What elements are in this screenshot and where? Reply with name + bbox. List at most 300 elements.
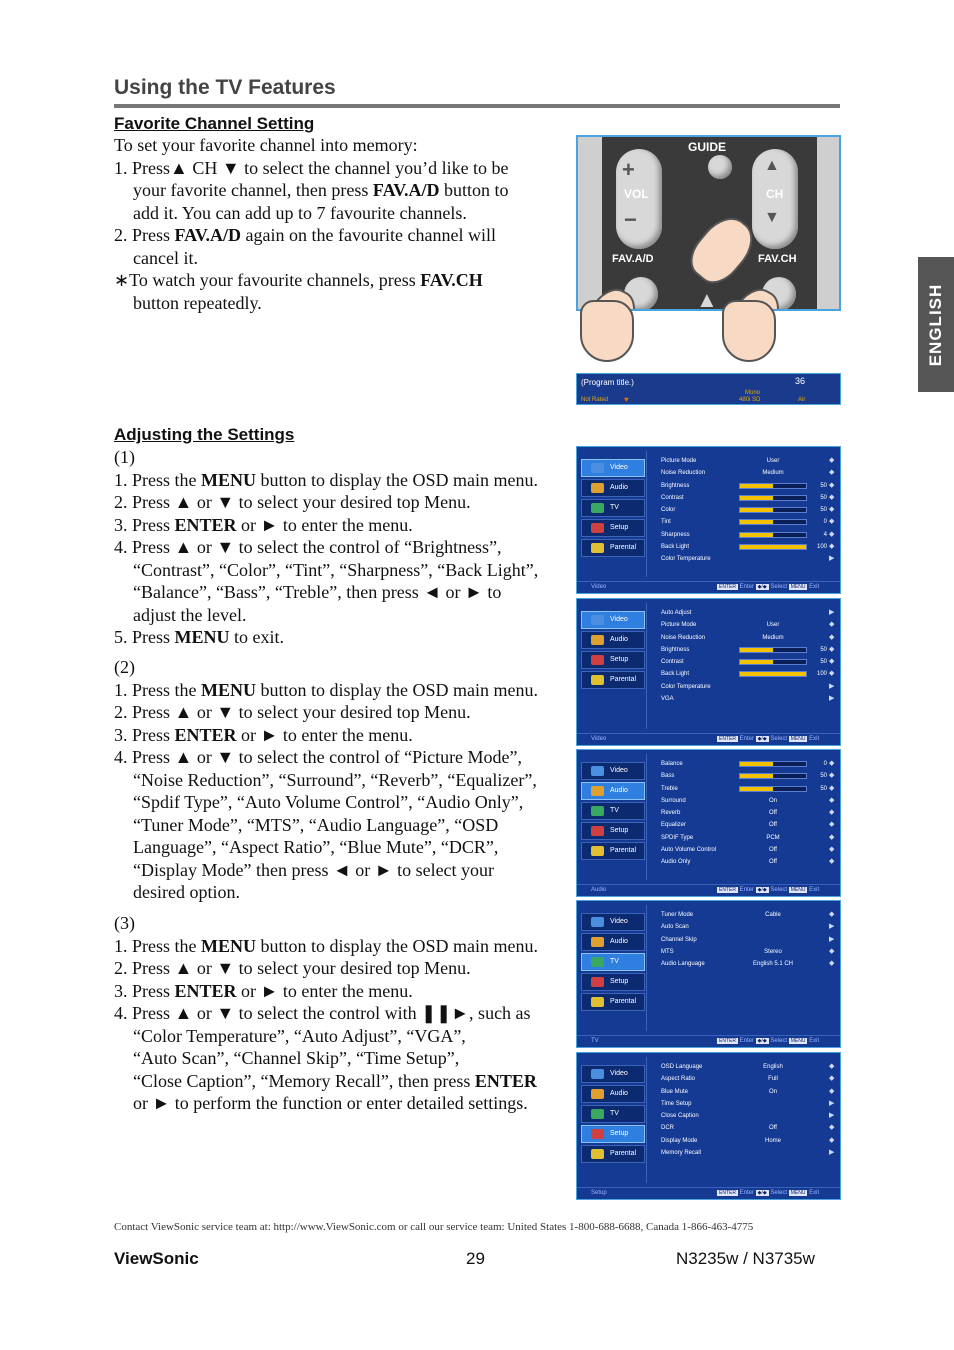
select-key-icon: ◆/◆	[757, 1038, 767, 1044]
favorite-step1a: 1. Press▲ CH ▼ to select the channel you’d like to be	[114, 157, 509, 178]
favorite-text	[114, 134, 574, 314]
adjusting-part3	[114, 912, 574, 1115]
osd-menu-video	[576, 598, 841, 746]
osd-sidebar-item-setup	[581, 822, 645, 840]
part2-step2: 2. Press ▲ or ▼ to select your desired top Menu.	[114, 702, 471, 722]
osd-row-value: Cable	[765, 912, 781, 918]
select-hint: Select	[768, 1190, 789, 1196]
osd-row-label: Balance	[661, 761, 683, 767]
osd-divider	[646, 754, 647, 880]
submenu-arrow-icon: ▶	[829, 923, 835, 931]
osd-divider	[646, 1057, 647, 1183]
title-rule	[114, 104, 840, 108]
part3-step2: 2. Press ▲ or ▼ to select your desired top Menu.	[114, 958, 471, 978]
part2-step4g: desired option.	[133, 882, 240, 902]
osd-sidebar-item-tv	[581, 499, 645, 517]
osd-sidebar-label: Parental	[610, 544, 637, 551]
ch-down-icon: ▼	[764, 209, 780, 226]
tv-icon	[591, 806, 604, 816]
select-hint: Select	[768, 1038, 789, 1044]
part2-step4f: “Display Mode” then press ◄ or ► to select your	[133, 859, 495, 880]
remote-body	[602, 137, 817, 311]
osd-row-label: Brightness	[661, 646, 690, 653]
osd-sidebar-label: TV	[610, 958, 619, 965]
osd-slider-value: 4	[823, 531, 827, 538]
osd-menu-video	[576, 446, 841, 594]
osd-slider	[739, 773, 807, 779]
osd-row-label: Channel Skip	[661, 936, 697, 943]
left-right-arrow-icon: ◆	[829, 658, 835, 666]
osd-row-label: Brightness	[661, 482, 690, 489]
osd-sidebar-item-parental	[581, 671, 645, 689]
osd-row	[661, 492, 837, 504]
parental-icon	[591, 675, 604, 685]
setup-icon	[591, 826, 604, 836]
minus-icon: −	[624, 207, 637, 232]
osd-slider-value: 100	[816, 544, 827, 551]
osd-row-label: Back Light	[661, 544, 690, 551]
remote-illustration	[576, 135, 841, 311]
osd-row	[661, 1147, 837, 1159]
osd-row	[661, 844, 837, 856]
osd-slider	[739, 507, 807, 513]
osd-rows	[661, 909, 837, 970]
osd-sidebar-item-video	[581, 459, 645, 477]
osd-row-label: Contrast	[661, 659, 684, 666]
left-right-arrow-icon: ◆	[829, 633, 835, 641]
osd-sidebar-label: TV	[610, 807, 619, 814]
osd-rows	[661, 1061, 837, 1159]
osd-sidebar-item-setup	[581, 1125, 645, 1143]
osd-row-label: Close Caption	[661, 1113, 699, 1120]
enter-hint: Enter	[737, 887, 756, 893]
part3-step1: 1. Press the MENU button to display the OSD main menu.	[114, 935, 538, 956]
osd-row-value: Off	[769, 810, 777, 817]
submenu-arrow-icon: ▶	[829, 935, 835, 943]
video-icon	[591, 463, 604, 473]
osd-row	[661, 467, 837, 479]
select-key-icon: ◆/◆	[757, 736, 767, 742]
osd-sidebar-label: Parental	[610, 1150, 637, 1157]
part1-step2: 2. Press ▲ or ▼ to select your desired top Menu.	[114, 492, 471, 512]
enter-key: ENTER	[719, 887, 736, 893]
left-right-arrow-icon: ◆	[829, 809, 835, 817]
enter-key: ENTER	[719, 736, 736, 742]
part2-step4e: Language”, “Aspect Ratio”, “Blue Mute”, “DCR”,	[133, 837, 499, 857]
osd-row-label: Equalizer	[661, 822, 687, 829]
osd-sidebar-label: Setup	[610, 827, 629, 834]
osd-row-label: Sharpness	[661, 531, 690, 538]
osd-sidebar	[581, 762, 645, 862]
parental-icon	[591, 1149, 604, 1159]
osd-menu-setup	[576, 1052, 841, 1200]
hand-icon	[580, 300, 634, 362]
osd-row-label: Contrast	[661, 494, 684, 501]
video-icon	[591, 766, 604, 776]
osd-sidebar-label: Setup	[610, 1130, 629, 1137]
setup-icon	[591, 655, 604, 665]
submenu-arrow-icon: ▶	[829, 609, 835, 616]
favorite-step1c: add it. You can add up to 7 favourite channels.	[133, 202, 467, 223]
osd-row-label: Picture Mode	[661, 458, 697, 464]
osd-row-label: Treble	[661, 785, 678, 792]
submenu-arrow-icon: ▶	[829, 695, 835, 703]
left-right-arrow-icon: ◆	[829, 846, 835, 854]
setup-icon	[591, 523, 604, 533]
osd-row-value: On	[768, 1088, 777, 1095]
osd-slider	[739, 671, 807, 677]
part3-step4c: “Auto Scan”, “Channel Skip”, “Time Setup”,	[133, 1048, 460, 1068]
osd-row	[661, 783, 837, 795]
select-key-icon: ◆/◆	[757, 887, 767, 893]
osd-row	[661, 504, 837, 516]
osd-row	[661, 553, 837, 565]
menu-key: MENU	[790, 584, 806, 590]
osd-slider-fill	[740, 545, 806, 549]
part1-step5: 5. Press MENU to exit.	[114, 627, 285, 647]
video-icon	[591, 615, 604, 625]
footer-brand: ViewSonic	[114, 1249, 199, 1268]
osd-row-label: Auto Volume Control	[661, 847, 717, 854]
osd-footer-hints	[717, 1188, 819, 1199]
osd-sidebar-item-video	[581, 611, 645, 629]
osd-row-value: Stereo	[764, 948, 782, 955]
osd-slider-fill	[740, 484, 773, 488]
left-right-arrow-icon: ◆	[829, 543, 835, 551]
osd-row-label: Noise Reduction	[661, 634, 706, 641]
guide-label: GUIDE	[688, 140, 727, 154]
osd-slider	[739, 519, 807, 525]
source: Air	[798, 397, 806, 403]
osd-row-value: English 5.1 CH	[752, 961, 794, 968]
osd-row-label: Color Temperature	[661, 683, 711, 690]
parental-icon	[591, 543, 604, 553]
osd-row-label: VGA	[661, 696, 674, 703]
osd-row	[661, 946, 837, 958]
tv-icon	[591, 503, 604, 513]
osd-rows	[661, 607, 837, 705]
setup-icon	[591, 1129, 604, 1139]
enter-key: ENTER	[719, 1038, 736, 1044]
osd-row	[661, 856, 837, 868]
osd-row-label: SPDIF Type	[661, 834, 694, 841]
part2-step1: 1. Press the MENU button to display the OSD main menu.	[114, 679, 538, 700]
osd-row-value: Off	[769, 1125, 777, 1132]
osd-row	[661, 921, 837, 933]
osd-row	[661, 958, 837, 970]
exit-hint: Exit	[807, 584, 820, 590]
osd-row	[661, 1110, 837, 1122]
osd-slider-value: 50	[820, 482, 827, 489]
enter-hint: Enter	[737, 1190, 756, 1196]
osd-row-label: Picture Mode	[661, 622, 697, 629]
osd-row	[661, 795, 837, 807]
osd-row-label: Auto Adjust	[661, 610, 692, 616]
osd-slider-value: 50	[820, 646, 827, 653]
osd-row-label: Bass	[661, 773, 675, 780]
osd-sidebar-item-video	[581, 913, 645, 931]
osd-sidebar	[581, 1065, 645, 1165]
adjusting-part1	[114, 446, 574, 649]
osd-rows	[661, 758, 837, 869]
osd-sidebar-label: Audio	[610, 787, 628, 794]
osd-row	[661, 1135, 837, 1147]
osd-row-label: Surround	[661, 797, 686, 804]
osd-sidebar-item-tv	[581, 953, 645, 971]
menu-key: MENU	[790, 887, 806, 893]
contact-line: Contact ViewSonic service team at: http://www.ViewSonic.com or call our service team: United States 1-800-688-6688, Canada 1-866-463-4775	[114, 1221, 754, 1233]
osd-row-label: Tint	[661, 519, 671, 526]
osd-row-label: Blue Mute	[661, 1088, 689, 1095]
osd-row	[661, 681, 837, 693]
osd-row	[661, 516, 837, 528]
part2-step4a: 4. Press ▲ or ▼ to select the control of “Picture Mode”,	[114, 747, 523, 767]
language-tab-label: ENGLISH	[926, 283, 945, 366]
osd-row-value: Off	[769, 859, 777, 866]
osd-slider-value: 50	[820, 494, 827, 501]
osd-slider-fill	[740, 787, 773, 791]
hand-icon	[722, 300, 776, 362]
exit-hint: Exit	[807, 1038, 820, 1044]
audio-mode: Mono	[745, 390, 761, 396]
osd-row	[661, 632, 837, 644]
osd-slider	[739, 659, 807, 665]
osd-row-label: Reverb	[661, 810, 681, 817]
left-right-arrow-icon: ◆	[829, 1087, 835, 1095]
osd-footer-menu-name: Video	[591, 736, 607, 742]
osd-footer	[577, 581, 840, 593]
osd-slider-fill	[740, 648, 773, 652]
osd-row	[661, 1122, 837, 1134]
osd-row	[661, 1061, 837, 1073]
exit-hint: Exit	[807, 1190, 820, 1196]
exit-hint: Exit	[807, 887, 820, 893]
osd-sidebar-item-setup	[581, 519, 645, 537]
favorite-heading: Favorite Channel Setting	[114, 114, 315, 133]
ch-up-icon: ▲	[764, 157, 780, 174]
adjusting-heading: Adjusting the Settings	[114, 425, 295, 444]
osd-menu-tv	[576, 900, 841, 1048]
osd-footer	[577, 1035, 840, 1047]
favorite-note-a: ∗To watch your favourite channels, press FAV.CH	[114, 270, 483, 290]
parental-icon	[591, 997, 604, 1007]
osd-slider	[739, 495, 807, 501]
favorite-step2a: 2. Press FAV.A/D again on the favourite channel will	[114, 225, 496, 245]
osd-row	[661, 1073, 837, 1085]
language-tab	[918, 257, 954, 392]
osd-slider-fill	[740, 496, 773, 500]
osd-row-label: Back Light	[661, 671, 690, 678]
osd-footer-hints	[717, 885, 819, 896]
video-icon	[591, 1069, 604, 1079]
left-right-arrow-icon: ◆	[829, 518, 835, 526]
part1-step3: 3. Press ENTER or ► to enter the menu.	[114, 514, 413, 535]
osd-row-label: Tuner Mode	[661, 912, 694, 918]
osd-sidebar-item-parental	[581, 993, 645, 1011]
osd-row	[661, 480, 837, 492]
osd-row-label: DCR	[661, 1125, 674, 1132]
osd-slider	[739, 544, 807, 550]
osd-sidebar-label: Parental	[610, 847, 637, 854]
exit-hint: Exit	[807, 736, 820, 742]
osd-sidebar-item-tv	[581, 802, 645, 820]
fav-ad-label: FAV.A/D	[612, 253, 654, 265]
enter-hint: Enter	[737, 1038, 756, 1044]
osd-sidebar-item-audio	[581, 782, 645, 800]
enter-key: ENTER	[719, 1190, 736, 1196]
osd-sidebar-item-parental	[581, 1145, 645, 1163]
osd-row	[661, 758, 837, 770]
select-hint: Select	[768, 584, 789, 590]
audio-icon	[591, 937, 604, 947]
osd-footer-menu-name: Video	[591, 584, 607, 590]
part2-step3: 3. Press ENTER or ► to enter the menu.	[114, 724, 413, 745]
osd-sidebar-label: Audio	[610, 636, 628, 643]
osd-sidebar-item-video	[581, 1065, 645, 1083]
osd-row	[661, 693, 837, 705]
left-right-arrow-icon: ◆	[829, 760, 835, 767]
favorite-intro: To set your favorite channel into memory:	[114, 135, 418, 155]
osd-row	[661, 819, 837, 831]
page-title: Using the TV Features	[114, 76, 336, 99]
left-right-arrow-icon: ◆	[829, 833, 835, 841]
submenu-arrow-icon: ▶	[829, 555, 835, 563]
menu-key: MENU	[790, 1038, 806, 1044]
left-right-arrow-icon: ◆	[829, 1136, 835, 1144]
rating: Not Rated	[581, 397, 609, 403]
osd-row-label: Noise Reduction	[661, 470, 706, 477]
osd-sidebar-label: Parental	[610, 676, 637, 683]
osd-slider-value: 50	[820, 659, 827, 666]
left-right-arrow-icon: ◆	[829, 457, 835, 464]
osd-row-value: Home	[764, 1137, 781, 1144]
osd-slider-fill	[740, 762, 773, 766]
resolution: 480i SD	[739, 397, 761, 403]
left-right-arrow-icon: ◆	[829, 947, 835, 955]
favorite-note-b: button repeatedly.	[133, 292, 262, 313]
part3-step4b: “Color Temperature”, “Auto Adjust”, “VGA”,	[133, 1025, 466, 1046]
submenu-arrow-icon: ▶	[829, 682, 835, 690]
left-right-arrow-icon: ◆	[829, 796, 835, 804]
osd-sidebar-label: Video	[610, 767, 628, 774]
part1-step1: 1. Press the MENU button to display the OSD main menu.	[114, 469, 538, 490]
osd-row	[661, 807, 837, 819]
osd-row-label: OSD Language	[661, 1064, 703, 1070]
osd-slider-value: 0	[823, 519, 827, 526]
osd-row	[661, 541, 837, 553]
osd-row-label: Auto Scan	[661, 924, 689, 931]
osd-sidebar-item-setup	[581, 651, 645, 669]
osd-sidebar-label: Setup	[610, 524, 629, 531]
select-key-icon: ◆/◆	[757, 584, 767, 590]
osd-footer-menu-name: Setup	[591, 1190, 607, 1196]
osd-slider	[739, 483, 807, 489]
enter-key: ENTER	[719, 584, 736, 590]
part1-step4d: adjust the level.	[133, 604, 247, 625]
channel-number: 36	[795, 376, 806, 386]
part2-step4c: “Spdif Type”, “Auto Volume Control”, “Audio Only”,	[133, 792, 524, 812]
osd-sidebar-item-video	[581, 762, 645, 780]
osd-row-label: Memory Recall	[661, 1150, 702, 1157]
osd-slider-value: 100	[816, 671, 827, 678]
part3-step4a: 4. Press ▲ or ▼ to select the control with ❚❚►, such as	[114, 1003, 531, 1023]
osd-row	[661, 529, 837, 541]
osd-sidebar-item-audio	[581, 479, 645, 497]
osd-row-label: Display Mode	[661, 1137, 698, 1144]
part3-step3: 3. Press ENTER or ► to enter the menu.	[114, 980, 413, 1001]
enter-hint: Enter	[737, 584, 756, 590]
part3-step4d: “Close Caption”, “Memory Recall”, then press ENTER	[133, 1070, 537, 1091]
osd-row-label: Time Setup	[661, 1100, 692, 1107]
osd-sidebar-label: Video	[610, 1070, 628, 1077]
osd-divider	[646, 451, 647, 577]
osd-rows	[661, 455, 837, 566]
tv-icon	[591, 1109, 604, 1119]
osd-sidebar-label: TV	[610, 1110, 619, 1117]
left-right-arrow-icon: ◆	[829, 469, 835, 477]
osd-row-value: Off	[769, 847, 777, 854]
favorite-step1b: your favorite channel, then press FAV.A/D button to	[133, 180, 509, 200]
osd-sidebar-label: Audio	[610, 484, 628, 491]
audio-icon	[591, 1089, 604, 1099]
osd-slider-fill	[740, 660, 773, 664]
setup-icon	[591, 977, 604, 987]
osd-row	[661, 770, 837, 782]
osd-slider	[739, 532, 807, 538]
left-right-arrow-icon: ◆	[829, 772, 835, 780]
osd-sidebar-label: Audio	[610, 938, 628, 945]
menu-key: MENU	[790, 1190, 806, 1196]
osd-slider-fill	[740, 672, 806, 676]
osd-sidebar-item-parental	[581, 539, 645, 557]
osd-row	[661, 909, 837, 921]
part1-step4a: 4. Press ▲ or ▼ to select the control of “Brightness”,	[114, 537, 502, 557]
part3-step4e: or ► to perform the function or enter detailed settings.	[133, 1093, 528, 1113]
osd-row-label: Color	[661, 507, 676, 514]
osd-sidebar-item-audio	[581, 1085, 645, 1103]
osd-row	[661, 644, 837, 656]
osd-footer	[577, 1187, 840, 1199]
osd-sidebar-label: Video	[610, 918, 628, 925]
osd-row	[661, 1086, 837, 1098]
left-right-arrow-icon: ◆	[829, 911, 835, 918]
left-right-arrow-icon: ◆	[829, 670, 835, 678]
enter-hint: Enter	[737, 736, 756, 742]
osd-slider	[739, 786, 807, 792]
osd-sidebar	[581, 459, 645, 559]
channel-info-banner	[576, 373, 841, 405]
plus-icon: +	[622, 157, 635, 182]
left-right-arrow-icon: ◆	[829, 784, 835, 792]
select-hint: Select	[768, 736, 789, 742]
osd-sidebar-item-parental	[581, 842, 645, 860]
select-hint: Select	[768, 887, 789, 893]
part2-step4b: “Noise Reduction”, “Surround”, “Reverb”, “Equalizer”,	[133, 769, 537, 790]
osd-slider-fill	[740, 774, 773, 778]
left-right-arrow-icon: ◆	[829, 530, 835, 538]
osd-footer-menu-name: TV	[591, 1038, 599, 1044]
left-right-arrow-icon: ◆	[829, 481, 835, 489]
osd-footer-hints	[717, 1036, 819, 1047]
osd-row-value: Full	[768, 1076, 778, 1083]
osd-sidebar-item-audio	[581, 933, 645, 951]
osd-slider-fill	[740, 520, 773, 524]
submenu-arrow-icon: ▶	[829, 1099, 835, 1107]
osd-footer	[577, 884, 840, 896]
osd-row-value: User	[766, 458, 780, 464]
ch-label: CH	[766, 187, 784, 201]
left-right-arrow-icon: ◆	[829, 1063, 835, 1070]
